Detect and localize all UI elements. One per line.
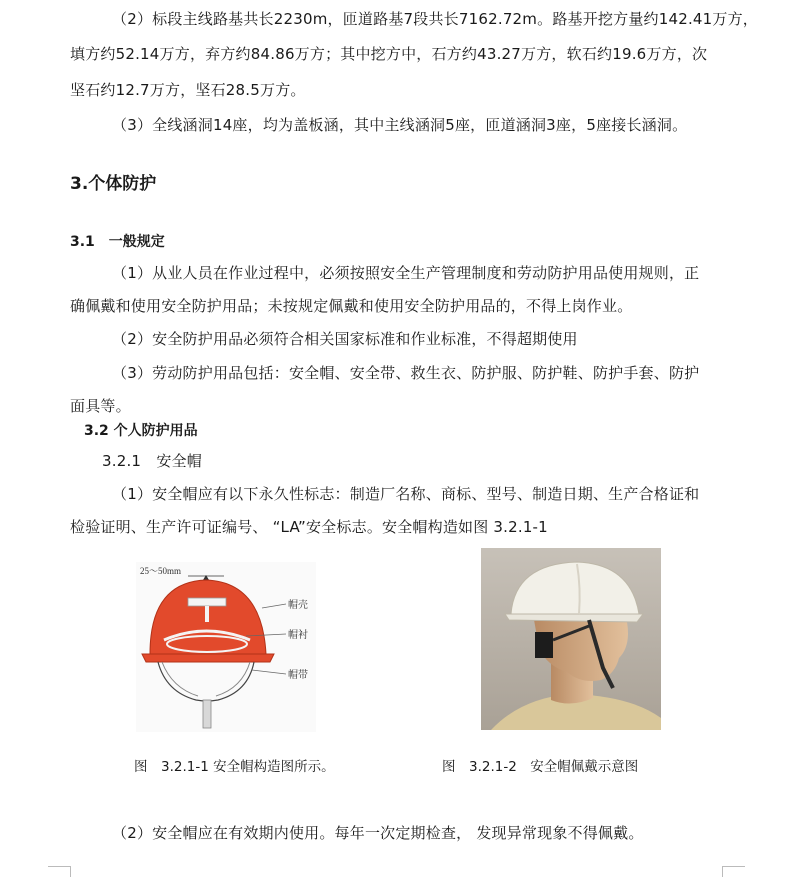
label-strap: 帽带: [288, 670, 308, 681]
page-corner-mark-right: [722, 866, 745, 877]
subsection-3-1-title: 3.1 一般规定: [70, 234, 165, 250]
paragraph-2-line-3: 坚石约12.7万方，坚石28.5万方。: [70, 81, 306, 99]
figure-2-caption: 图 3.2.1-2 安全帽佩戴示意图: [442, 759, 639, 775]
mannequin-helmet-image: [481, 548, 661, 730]
item-1-line-1: （1）从业人员在作业过程中，必须按照安全生产管理制度和劳动防护用品使用规则，正: [112, 264, 700, 282]
paragraph-3-line-1: （3）全线涵洞14座，均为盖板涵，其中主线涵洞5座，匝道涵洞3座，5座接长涵洞。: [112, 116, 688, 134]
helmet-item-1-line-2: 检验证明、生产许可证编号、 “LA”安全标志。安全帽构造如图 3.2.1-1: [70, 518, 548, 536]
item-2: （2）安全防护用品必须符合相关国家标准和作业标准，不得超期使用: [112, 330, 578, 348]
page-corner-mark-left: [48, 866, 71, 877]
helmet-structure-figure: [136, 562, 316, 732]
helmet-wearing-photo: [481, 548, 661, 730]
helmet-structure-diagram: [136, 562, 316, 732]
item-3-line-1: （3）劳动防护用品包括：安全帽、安全带、救生衣、防护服、防护鞋、防护手套、防护: [112, 364, 700, 382]
helmet-item-1-line-1: （1）安全帽应有以下永久性标志：制造厂名称、商标、型号、制造日期、生产合格证和: [112, 485, 700, 503]
subsection-3-2-1-title: 3.2.1 安全帽: [102, 452, 202, 470]
paragraph-2-line-2: 填方约52.14万方，弃方约84.86万方；其中挖方中，石方约43.27万方，软石约19.6万方，次: [70, 45, 708, 63]
figure-1-caption: 图 3.2.1-1 安全帽构造图所示。: [134, 759, 335, 775]
helmet-item-2: （2）安全帽应在有效期内使用。每年一次定期检查， 发现异常现象不得佩戴。: [112, 824, 644, 842]
label-liner: 帽衬: [288, 630, 308, 641]
subsection-3-2-title: 3.2 个人防护用品: [84, 423, 198, 439]
item-3-line-2: 面具等。: [70, 397, 131, 415]
dimension-label: 25～50mm: [140, 566, 182, 576]
label-shell: 帽壳: [288, 600, 308, 611]
paragraph-2-line-1: （2）标段主线路基共长2230m，匝道路基7段共长7162.72m。路基开挖方量约142.41万方，: [112, 10, 759, 28]
item-1-line-2: 确佩戴和使用安全防护用品；未按规定佩戴和使用安全防护用品的，不得上岗作业。: [70, 297, 633, 315]
section-title: 3.个体防护: [70, 174, 157, 194]
